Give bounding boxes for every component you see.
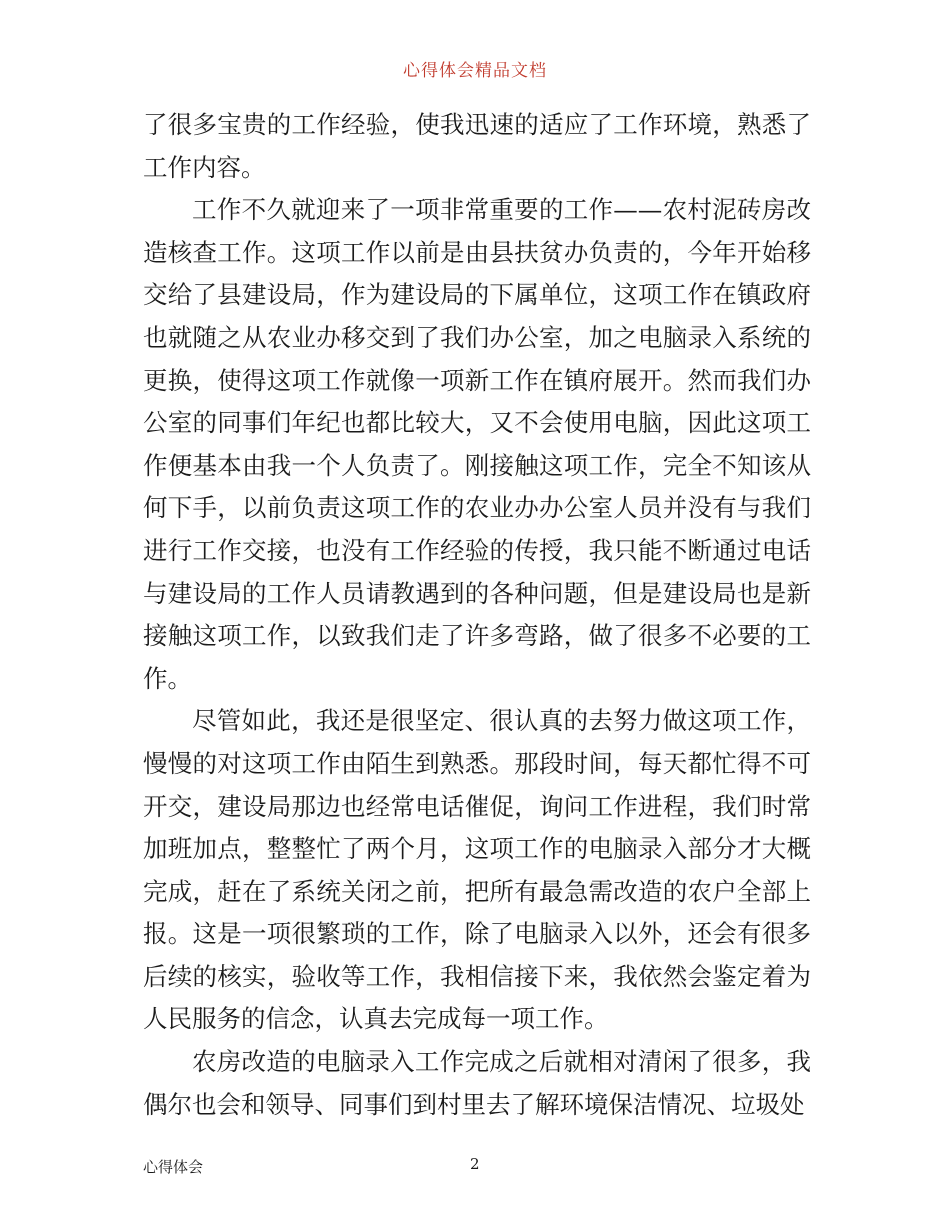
document-header-title: 心得体会精品文档 (403, 61, 547, 81)
paragraph: 农房改造的电脑录入工作完成之后就相对清闲了很多，我偶尔也会和领导、同事们到村里去了解环境保洁情况、垃圾处 (143, 1047, 811, 1119)
paragraph: 工作不久就迎来了一项非常重要的工作——农村泥砖房改造核查工作。这项工作以前是由县扶贫办负责的，今年开始移交给了县建设局，作为建设局的下属单位，这项工作在镇政府也就随之从农业办移交到了我们办公室，加之电脑录入系统的更换，使得这项工作就像一项新工作在镇府展开。然而我们办公室的同事们年纪也都比较大，又不会使用电脑，因此这项工作便基本由我一个人负责了。刚接触这项工作，完全不知该从何下手，以前负责这项工作的农业办办公室人员并没有与我们进行工作交接，也没有工作经验的传授，我只能不断通过电话与建设局的工作人员请教遇到的各种问题，但是建设局也是新接触这项工作，以致我们走了许多弯路，做了很多不必要的工作。 (143, 195, 811, 693)
page-number: 2 (470, 1155, 480, 1173)
paragraph: 尽管如此，我还是很坚定、很认真的去努力做这项工作，慢慢的对这项工作由陌生到熟悉。那段时间，每天都忙得不可开交，建设局那边也经常电话催促，询问工作进程，我们时常加班加点，整整忙了两个月，这项工作的电脑录入部分才大概完成，赶在了系统关闭之前，把所有最急需改造的农户全部上报。这是一项很繁琐的工作，除了电脑录入以外，还会有很多后续的核实，验收等工作，我相信接下来，我依然会鉴定着为人民服务的信念，认真去完成每一项工作。 (143, 706, 811, 1034)
document-body (143, 104, 811, 1126)
footer-label: 心得体会 (143, 1158, 204, 1176)
paragraph-continuation: 了很多宝贵的工作经验，使我迅速的适应了工作环境，熟悉了工作内容。 (143, 110, 811, 182)
